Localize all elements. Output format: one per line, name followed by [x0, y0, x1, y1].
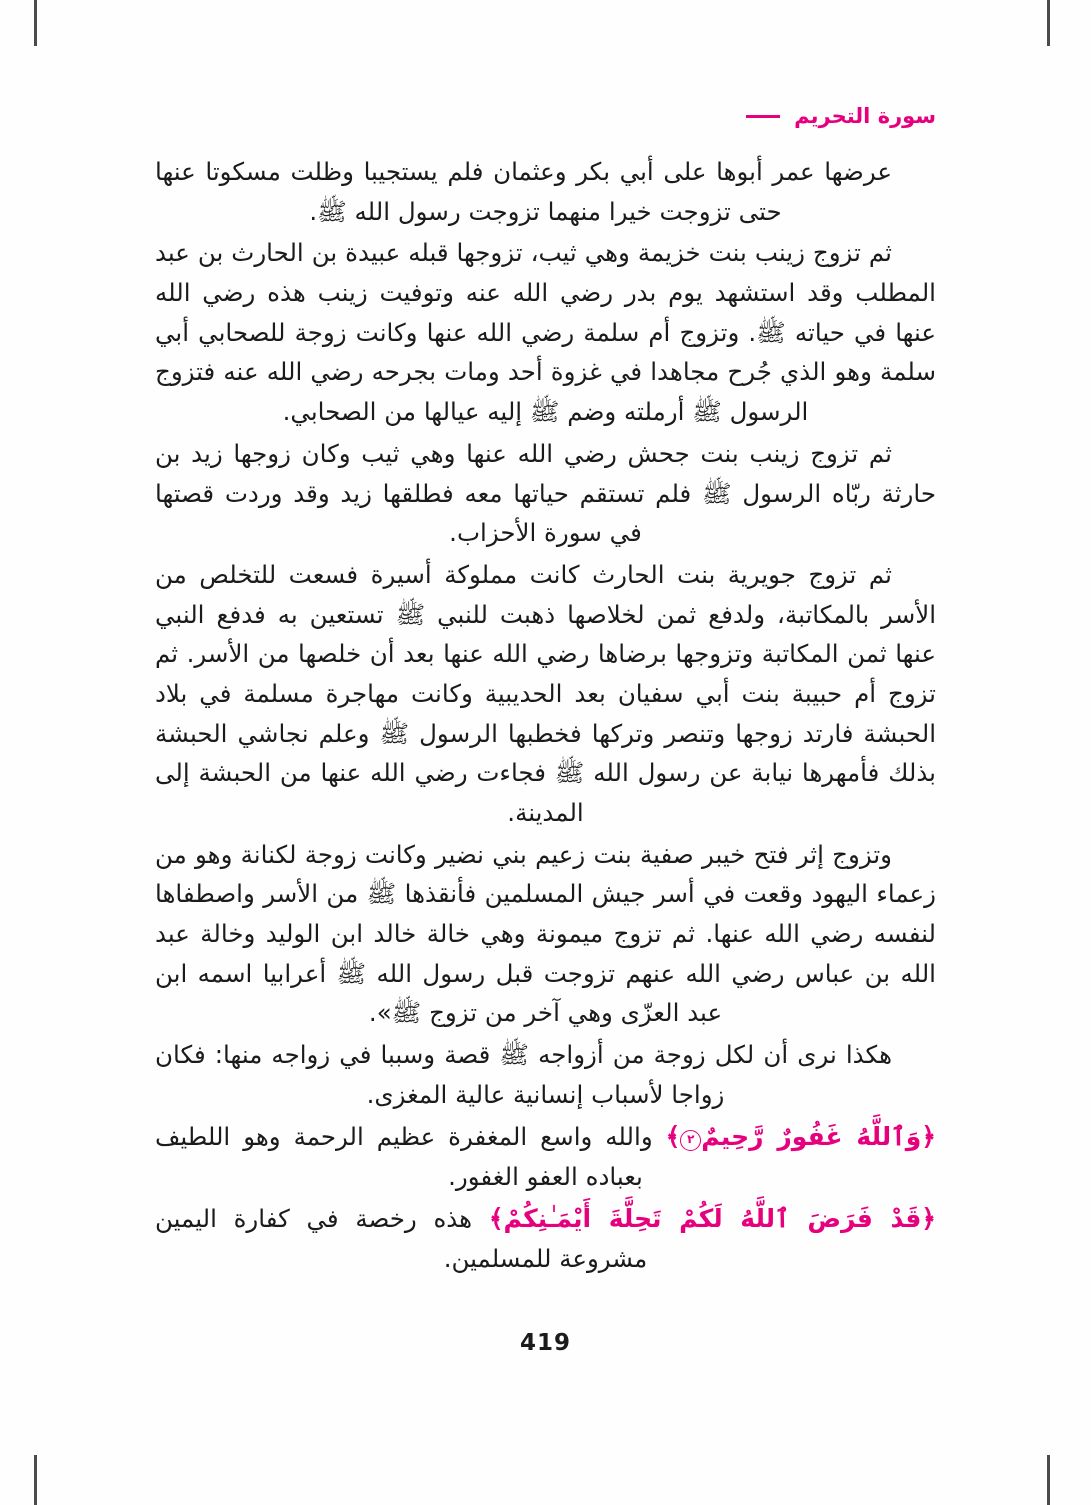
page-number: 419 [519, 1330, 571, 1356]
running-head-rule [746, 115, 780, 118]
scan-edge-mark-bottom-left [34, 1455, 37, 1505]
scan-edge-mark-bottom-right [1047, 1455, 1050, 1505]
running-head [746, 104, 936, 128]
paragraph: هكذا نرى أن لكل زوجة من أزواجه ﷺ قصة وسببا في زواجه منها: فكان زواجا لأسباب إنسانية عالية المغزى. [155, 1040, 892, 1109]
quran-verse-text: ﴿قَدْ فَرَضَ ٱللَّهُ لَكُمْ تَحِلَّةَ أَيْمَـٰنِكُمْ﴾ [488, 1203, 936, 1233]
paragraph: عرضها عمر أبوها على أبي بكر وعثمان فلم يستجيبا وظلت مسكوتا عنها حتى تزوجت خيرا منهما تزوجت رسول الله ﷺ. [155, 157, 892, 226]
ayah-number-badge: ٢ [680, 1130, 701, 1151]
body-text [155, 152, 936, 1281]
page-content [155, 0, 936, 1505]
scan-edge-mark-top-right [1047, 0, 1050, 46]
quran-verse-bracket-close: ﴾ [665, 1121, 681, 1151]
verse-commentary: هذه رخصة في كفارة اليمين مشروعة للمسلمين. [155, 1203, 648, 1274]
quran-verse-text: ﴿وَٱللَّهُ غَفُورٌ رَّحِيمٌ [701, 1121, 936, 1151]
paragraph: ثم تزوج زينب بنت جحش رضي الله عنها وهي ثيب وكان زوجها زيد بن حارثة ربّاه الرسول ﷺ فلم تستقم حياتها معه فطلقها زيد وقد وردت قصتها في سورة الأحزاب. [155, 438, 936, 548]
verse-line [155, 1117, 936, 1197]
paragraph: وتزوج إثر فتح خيبر صفية بنت زعيم بني نضير وكانت زوجة لكنانة وهو من زعماء اليهود وقعت في أسر جيش المسلمين فأنقذها ﷺ من الأسر واصطفاها لنفسه رضي الله عنها. ثم تزوج ميمونة وهي خالة خالد ابن الوليد وخالة عبد الله بن عباس رضي الله عنهم تزوجت قبل رسول الله ﷺ أعرابيا اسمه ابن عبد العزّى وهي آخر من تزوج ﷺ». [155, 839, 936, 1028]
verse-commentary: والله واسع المغفرة عظيم الرحمة وهو اللطيف بعباده العفو الغفور. [155, 1121, 653, 1191]
scan-edge-mark-top-left [34, 0, 37, 46]
running-head-title: سورة التحريم [794, 104, 936, 128]
paragraph: ثم تزوج جويرية بنت الحارث كانت مملوكة أسيرة فسعت للتخلص من الأسر بالمكاتبة، ولدفع ثمن لخلاصها ذهبت للنبي ﷺ تستعين به فدفع النبي عنها ثمن المكاتبة وتزوجها برضاها رضي الله عنها بعد أن خلصها من الأسر. ثم تزوج أم حبيبة بنت أبي سفيان بعد الحديبية وكانت مهاجرة مسلمة في بلاد الحبشة فارتد زوجها وتنصر وتركها فخطبها الرسول ﷺ وعلم نجاشي الحبشة بذلك فأمهرها نيابة عن رسول الله ﷺ فجاءت رضي الله عنها من الحبشة إلى المدينة. [155, 559, 936, 827]
verse-line [155, 1199, 936, 1279]
paragraph: ثم تزوج زينب بنت خزيمة وهي ثيب، تزوجها قبله عبيدة بن الحارث بن عبد المطلب وقد استشهد يوم بدر رضي الله عنه وتوفيت زينب هذه رضي الله عنها في حياته ﷺ. وتزوج أم سلمة رضي الله عنها وكانت زوجة للصحابي أبي سلمة وهو الذي جُرح مجاهدا في غزوة أحد ومات بجرحه رضي الله عنه فتزوج الرسول ﷺ أرملته وضم ﷺ إليه عيالها من الصحابي. [155, 238, 936, 427]
